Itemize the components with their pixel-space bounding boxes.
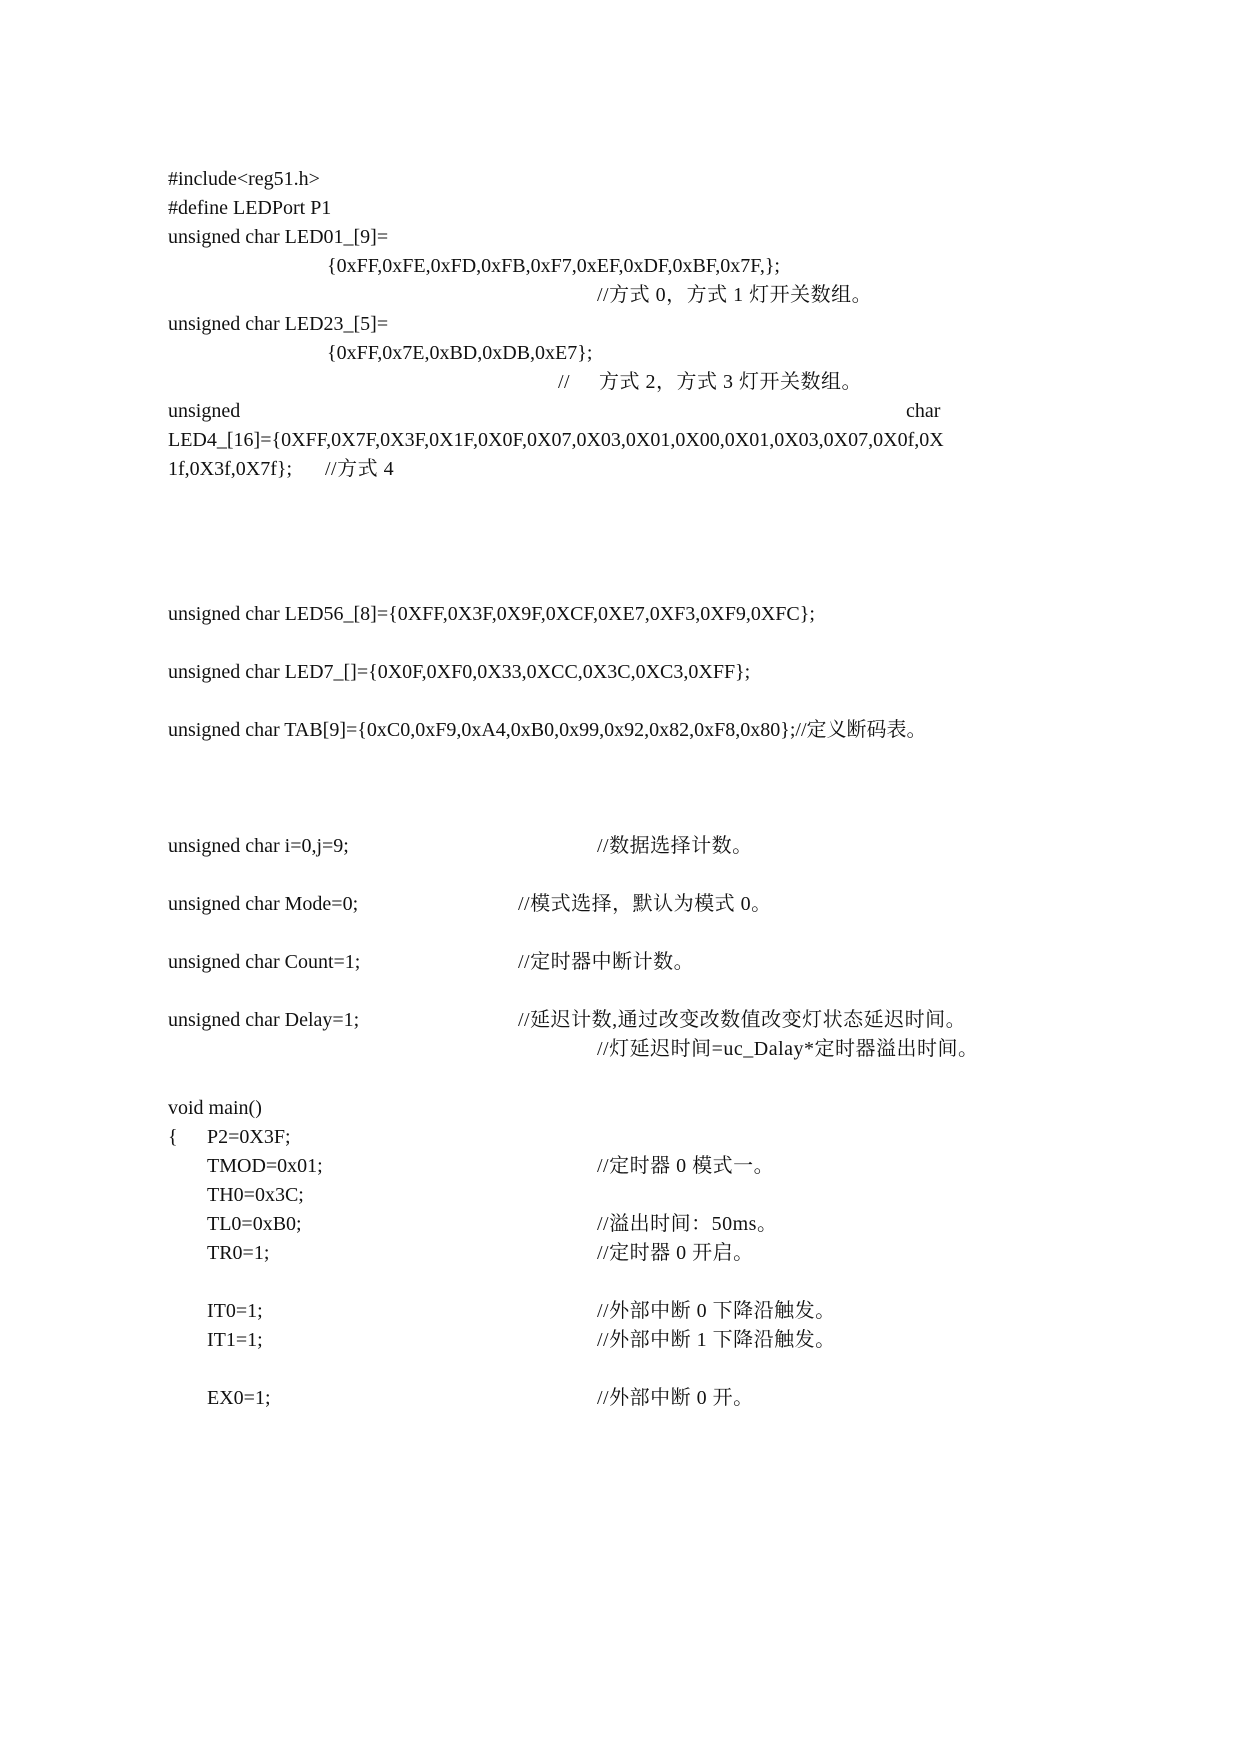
delay-declaration: unsigned char Delay=1; (168, 1009, 360, 1031)
define-line: #define LEDPort P1 (168, 197, 332, 219)
delay-comment-continued: //灯延迟时间=uc_Dalay*定时器溢出时间。 (597, 1038, 979, 1060)
it1-statement: IT1=1; (207, 1329, 263, 1351)
tab-line: unsigned char TAB[9]={0xC0,0xF9,0xA4,0xB0,0x99,0x92,0x82,0xF8,0x80};//定义断码表。 (168, 719, 927, 741)
tr0-comment: //定时器 0 开启。 (597, 1242, 754, 1264)
it0-comment: //外部中断 0 下降沿触发。 (597, 1300, 836, 1322)
delay-comment: //延迟计数,通过改变改数值改变灯状态延迟时间。 (518, 1009, 967, 1031)
main-brace-open: { (168, 1126, 178, 1148)
it1-comment: //外部中断 1 下降沿触发。 (597, 1329, 836, 1351)
tmod-comment: //定时器 0 模式一。 (597, 1155, 775, 1177)
tl0-comment: //溢出时间：50ms。 (597, 1213, 778, 1235)
main-declaration: void main() (168, 1097, 262, 1119)
led23-declaration: unsigned char LED23_[5]= (168, 313, 389, 335)
p2-statement: P2=0X3F; (207, 1126, 291, 1148)
count-comment: //定时器中断计数。 (518, 951, 695, 973)
led01-comment: //方式 0，方式 1 灯开关数组。 (597, 284, 873, 306)
count-declaration: unsigned char Count=1; (168, 951, 361, 973)
tmod-statement: TMOD=0x01; (207, 1155, 323, 1177)
ij-declaration: unsigned char i=0,j=9; (168, 835, 349, 857)
led01-values: {0xFF,0xFE,0xFD,0xFB,0xF7,0xEF,0xDF,0xBF,0x7F,}; (327, 255, 780, 277)
ex0-comment: //外部中断 0 开。 (597, 1387, 754, 1409)
led4-char: char (906, 400, 941, 422)
ij-comment: //数据选择计数。 (597, 835, 753, 857)
led4-comment: //方式 4 (325, 458, 395, 480)
led56-line: unsigned char LED56_[8]={0XFF,0X3F,0X9F,0XCF,0XE7,0XF3,0XF9,0XFC}; (168, 603, 815, 625)
led7-line: unsigned char LED7_[]={0X0F,0XF0,0X33,0XCC,0X3C,0XC3,0XFF}; (168, 661, 751, 683)
led4-values-end: 1f,0X3f,0X7f}; (168, 458, 293, 480)
th0-statement: TH0=0x3C; (207, 1184, 304, 1206)
led23-comment-text: 方式 2，方式 3 灯开关数组。 (599, 371, 862, 393)
mode-declaration: unsigned char Mode=0; (168, 893, 359, 915)
led4-values: LED4_[16]={0XFF,0X7F,0X3F,0X1F,0X0F,0X07,0X03,0X01,0X00,0X01,0X03,0X07,0X0f,0X (168, 429, 944, 451)
ex0-statement: EX0=1; (207, 1387, 271, 1409)
mode-comment: //模式选择，默认为模式 0。 (518, 893, 772, 915)
tl0-statement: TL0=0xB0; (207, 1213, 302, 1235)
led23-comment-slash: // (558, 371, 571, 393)
it0-statement: IT0=1; (207, 1300, 263, 1322)
tr0-statement: TR0=1; (207, 1242, 270, 1264)
led4-unsigned: unsigned (168, 400, 241, 422)
led01-declaration: unsigned char LED01_[9]= (168, 226, 389, 248)
led23-values: {0xFF,0x7E,0xBD,0xDB,0xE7}; (327, 342, 593, 364)
include-line: #include<reg51.h> (168, 168, 320, 190)
